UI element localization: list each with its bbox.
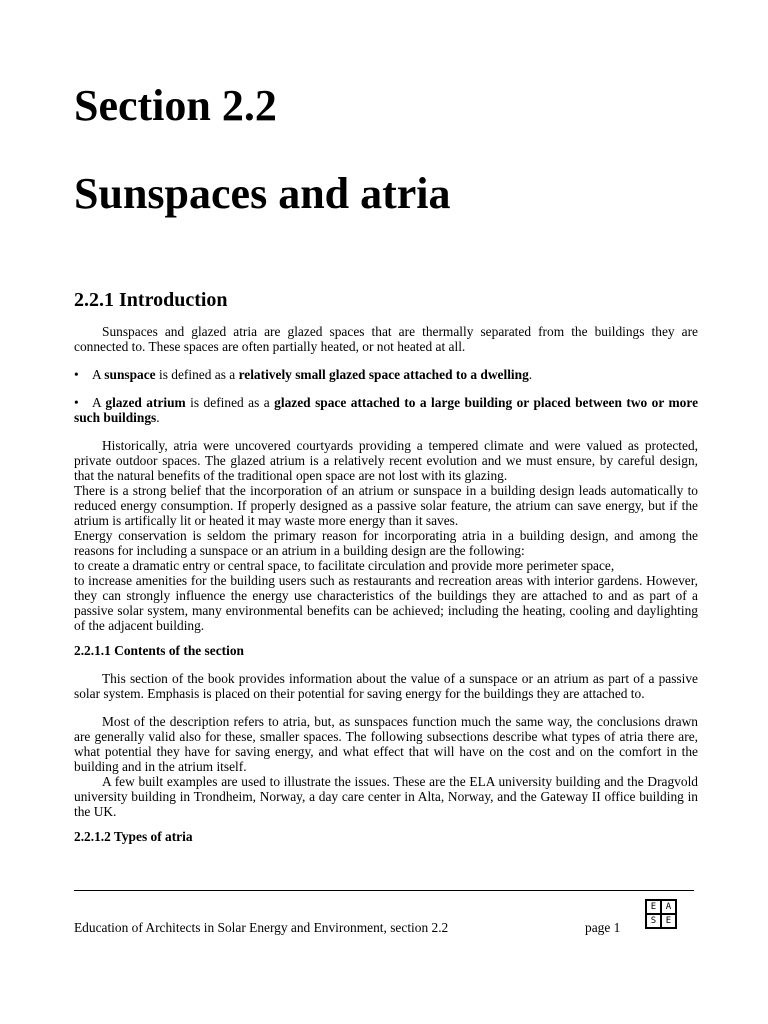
easee-logo: E A S E: [645, 899, 677, 929]
bullet-term: glazed atrium: [105, 395, 186, 410]
history-paragraph: Historically, atria were uncovered courtyards providing a tempered climate and were valued as protected, private outdoor spaces. The glazed atrium is a relatively recent evolution and we must ensure, by careful design, that the natural benefits of the traditional open space are not lost with its glazing.: [74, 438, 698, 483]
contents-paragraph: Most of the description refers to atria, but, as sunspaces function much the same way, the conclusions drawn are generally valid also for these, smaller spaces. The following subsections describe what types of atria there are, what potential they have for saving energy, and what effect that will have on the cost and on the comfort in the building and in the atrium itself.: [74, 714, 698, 774]
belief-paragraph: There is a strong belief that the incorporation of an atrium or sunspace in a building design leads automatically to reduced energy consumption. If properly designed as a passive solar feature, the atrium can save energy, but if the atrium is artifically lit or heated it may waste more energy than it saves.: [74, 483, 698, 528]
section-title-heading: Sunspaces and atria: [74, 169, 451, 218]
bullet-icon: •: [74, 395, 79, 410]
footer-divider: [74, 890, 694, 891]
types-heading: 2.2.1.2 Types of atria: [74, 829, 193, 844]
bullet-sunspace: • A sunspace is defined as a relatively small glazed space attached to a dwelling.: [74, 367, 533, 382]
bullet-icon: •: [74, 367, 79, 382]
body-text: [74, 324, 698, 844]
contents-paragraph: This section of the book provides information about the value of a sunspace or an atrium as part of a passive solar system. Emphasis is placed on their potential for saving energy for the buildings they are attached to.: [74, 671, 698, 701]
contents-paragraph: A few built examples are used to illustrate the issues. These are the ELA university building and the Dragvold university building in Trondheim, Norway, a day care center in Alta, Norway, and the Gateway II office building in the UK.: [74, 774, 698, 819]
section-number-heading: Section 2.2: [74, 81, 277, 130]
energy-paragraph: Energy conservation is seldom the primary reason for incorporating atria in a building design, and among the reasons for including a sunspace or an atrium in a building design are the following:: [74, 528, 698, 558]
reason-item: to increase amenities for the building users such as restaurants and recreation areas with interior gardens. However, they can strongly influence the energy use characteristics of the buildings they are attached to and as part of a passive solar system, many environmental benefits can be achieved; including the heating, cooling and daylighting of the adjacent building.: [74, 573, 698, 633]
introduction-heading: 2.2.1 Introduction: [74, 289, 228, 311]
bullet-definition: relatively small glazed space attached to a dwelling: [238, 367, 529, 382]
intro-paragraph: Sunspaces and glazed atria are glazed spaces that are thermally separated from the buildings they are connected to. These spaces are often partially heated, or not heated at all.: [74, 324, 698, 354]
bullet-atrium: • A glazed atrium is defined as a glazed space attached to a large building or placed between two or more such buildings.: [74, 395, 699, 425]
footer-text: Education of Architects in Solar Energy and Environment, section 2.2: [74, 920, 449, 935]
reason-item: to create a dramatic entry or central space, to facilitate circulation and provide more perimeter space,: [74, 558, 615, 573]
bullet-term: sunspace: [104, 367, 156, 382]
page-number: page 1: [585, 920, 621, 935]
contents-heading: 2.2.1.1 Contents of the section: [74, 643, 244, 658]
bullet-definition: glazed space attached to a large building or placed between two or more such buildings: [74, 395, 699, 425]
